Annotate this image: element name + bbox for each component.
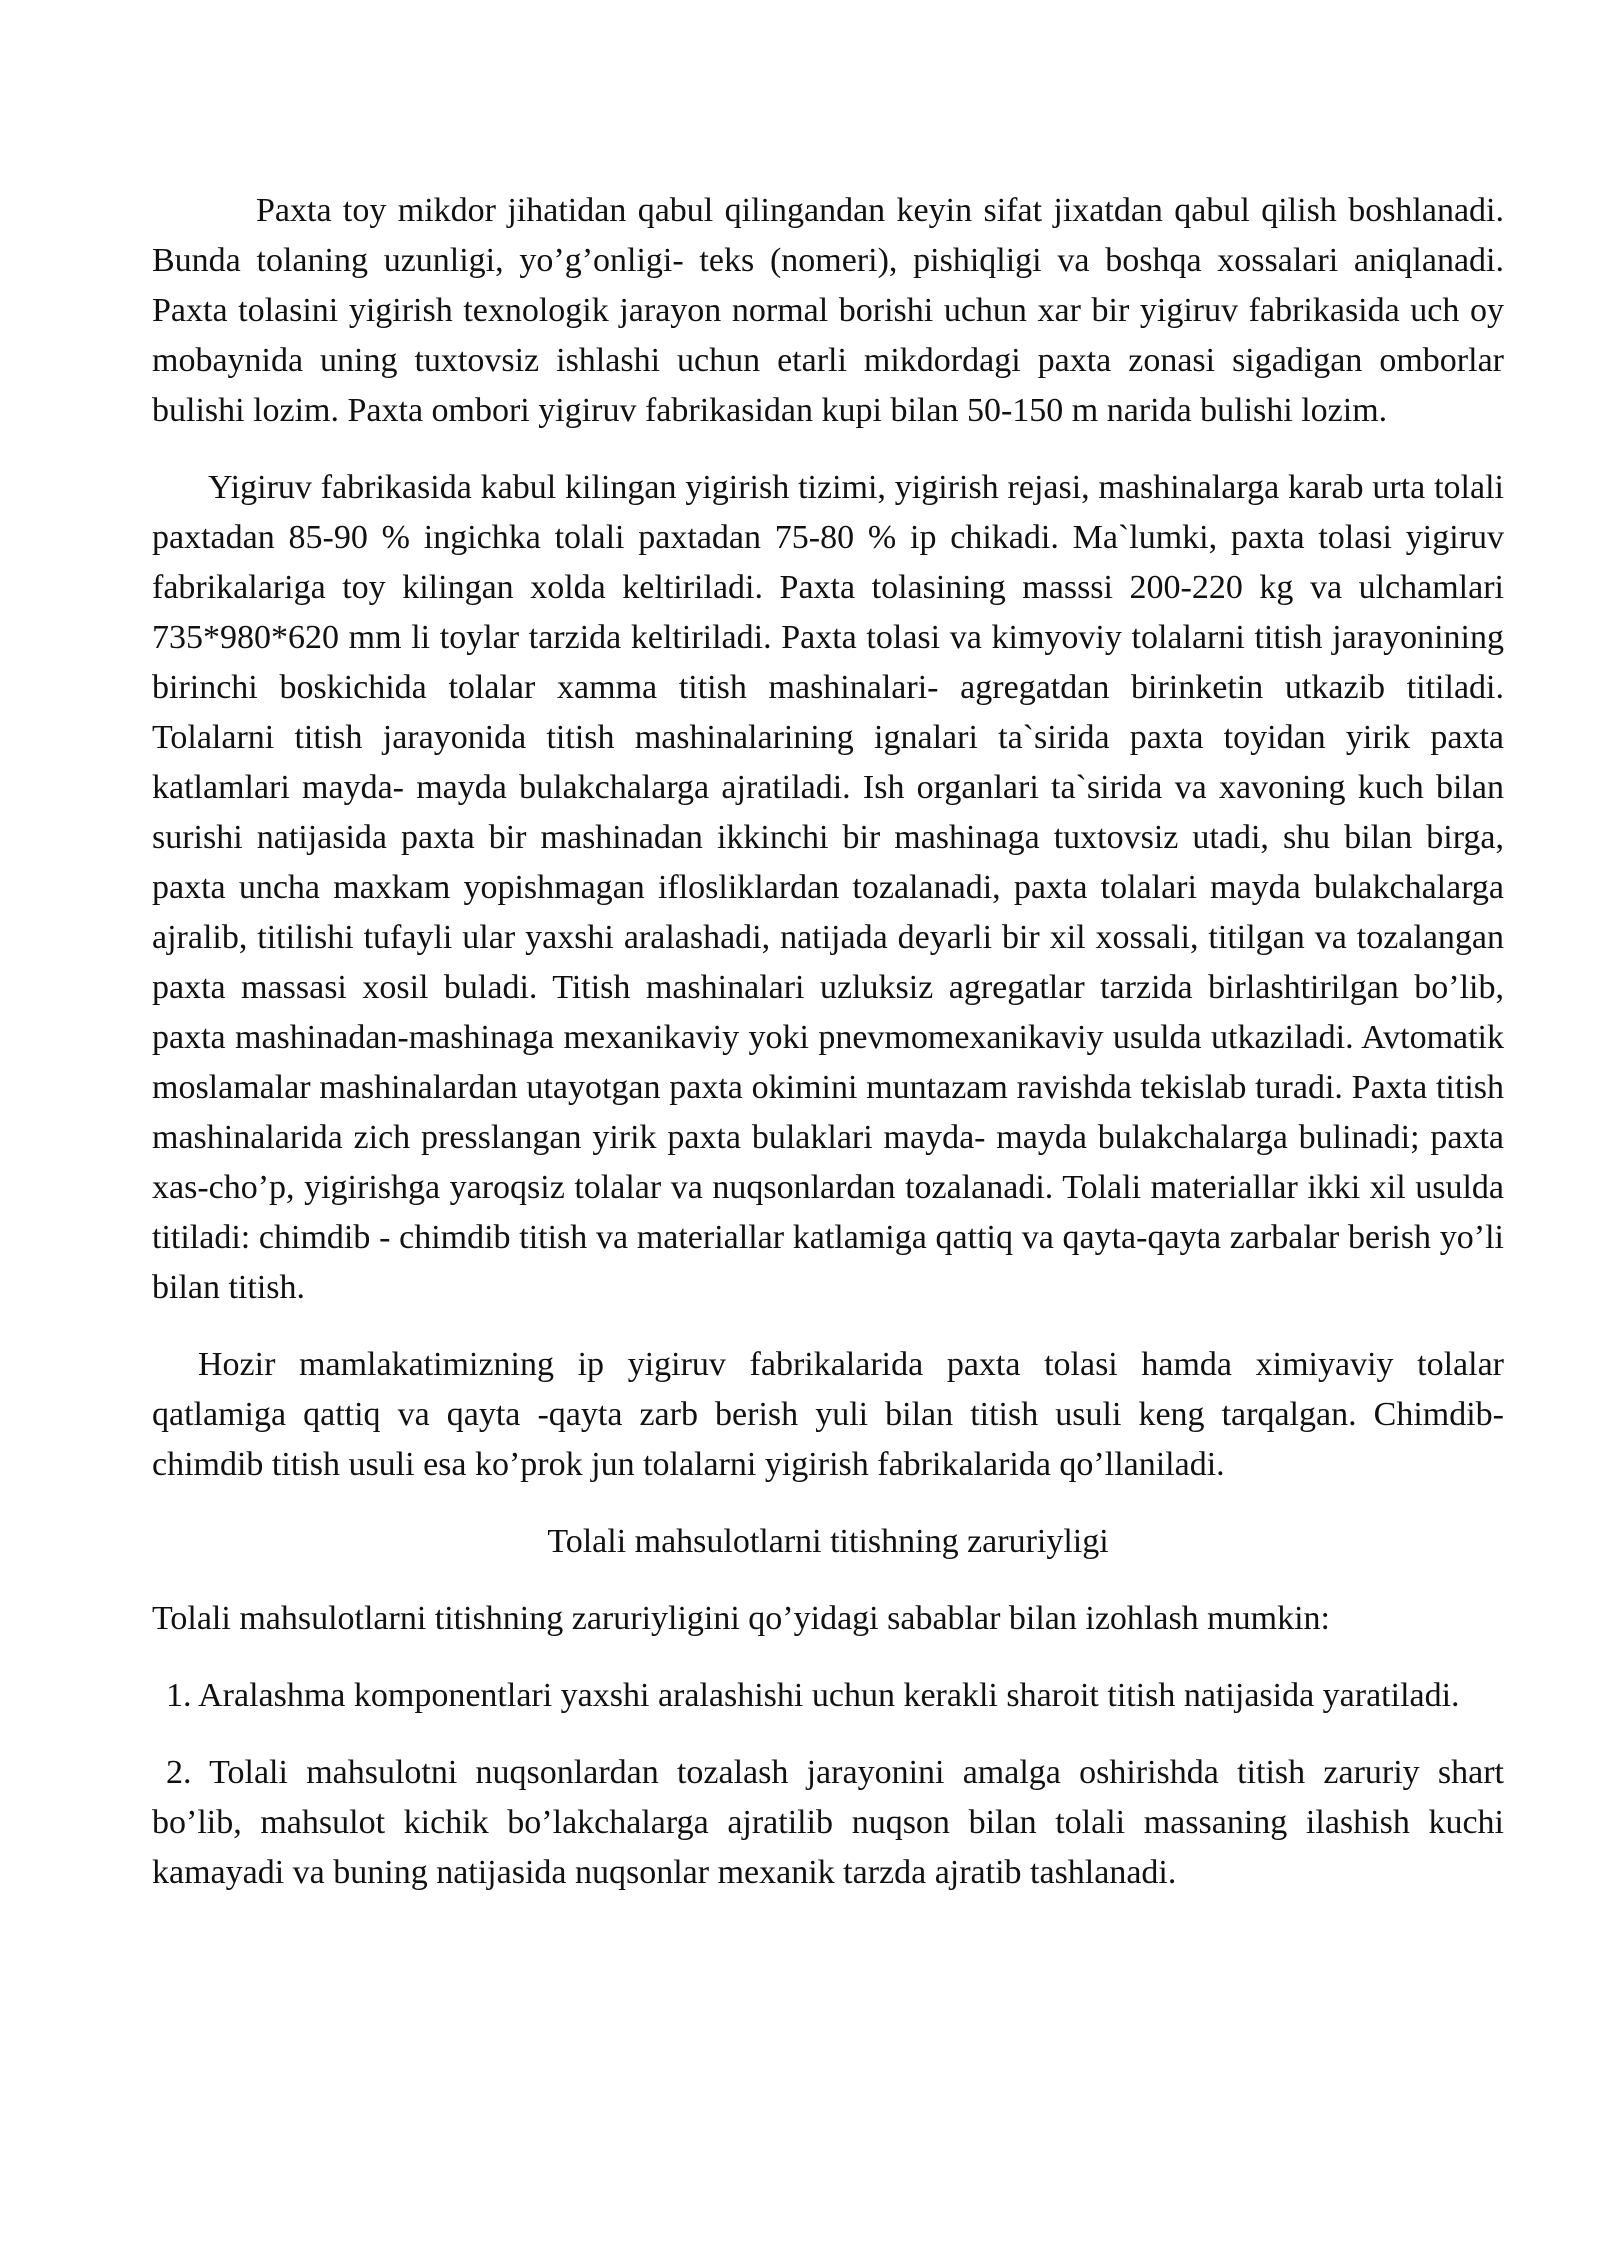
list-item-1: 1. Aralashma komponentlari yaxshi aralashishi uchun kerakli sharoit titish natijasida yaratiladi. (166, 1677, 1460, 1714)
document-page (152, 186, 1504, 1898)
list-item-2: 2. Tolali mahsulotni nuqsonlardan tozalash jarayonini amalga oshirishda titish zaruriy shart bo’lib, mahsulot kichik bo’lakchalarga ajratilib nuqson bilan tolali massaning ilashish kuchi kamayadi va buning natijasida nuqsonlar mexanik tarzda ajratib tashlanadi. (152, 1754, 1504, 1891)
paragraph-cotton-acceptance: Paxta toy mikdor jihatidan qabul qilingandan keyin sifat jixatdan qabul qilish boshlanadi. Bunda tolaning uzunligi, yo’g’onligi- teks (nomeri), pishiqligi va boshqa xossalari aniqlanadi. Paxta tolasini yigirish texnologik jarayon normal borishi uchun xar bir yigiruv fabrikasida uch oy mobaynida uning tuxtovsiz ishlashi uchun etarli mikdordagi paxta zonasi sigadigan omborlar bulishi lozim. Paxta ombori yigiruv fabrikasidan kupi bilan 50-150 m narida bulishi lozim. (152, 192, 1504, 429)
paragraph-opening-process: Yigiruv fabrikasida kabul kilingan yigirish tizimi, yigirish rejasi, mashinalarga karab urta tolali paxtadan 85-90 % ingichka tolali paxtadan 75-80 % ip chikadi. Ma`lumki, paxta tolasi yigiruv fabrikalariga toy kilingan xolda keltiriladi. Paxta tolasining masssi 200-220 kg va ulchamlari 735*980*620 mm li toylar tarzida keltiriladi. Paxta tolasi va kimyoviy tolalarni titish jarayonining birinchi boskichida tolalar xamma titish mashinalari- agregatdan birinketin utkazib titiladi. Tolalarni titish jarayonida titish mashinalarining ignalari ta`sirida paxta toyidan yirik paxta katlamlari mayda- mayda bulakchalarga ajratiladi. Ish organlari ta`sirida va xavoning kuch bilan surishi natijasida paxta bir mashinadan ikkinchi bir mashinaga tuxtovsiz utadi, shu bilan birga, paxta uncha maxkam yopishmagan iflosliklardan tozalanadi, paxta tolalari mayda bulakchalarga ajralib, titilishi tufayli ular yaxshi aralashadi, natijada deyarli bir xil xossali, titilgan va tozalangan paxta massasi xosil buladi. Titish mashinalari uzluksiz agregatlar tarzida birlashtirilgan bo’lib, paxta mashinadan-mashinaga mexanikaviy yoki pnevmomexanikaviy usulda utkaziladi. Avtomatik moslamalar mashinalardan utayotgan paxta okimini muntazam ravishda tekislab turadi. Paxta titish mashinalarida zich presslangan yirik paxta bulaklari mayda- mayda bulakchalarga bulinadi; paxta xas-cho’p, yigirishga yaroqsiz tolalar va nuqsonlardan tozalanadi. Tolali materiallar ikki xil usulda titiladi: chimdib - chimdib titish va materiallar katlamiga qattiq va qayta-qayta zarbalar berish yo’li bilan titish. (152, 469, 1504, 1306)
paragraph-current-methods: Hozir mamlakatimizning ip yigiruv fabrikalarida paxta tolasi hamda ximiyaviy tolalar qatlamiga qattiq va qayta -qayta zarb berish yuli bilan titish usuli keng tarqalgan. Chimdib-chimdib titish usuli esa ko’prok jun tolalarni yigirish fabrikalarida qo’llaniladi. (152, 1346, 1504, 1483)
section-heading: Tolali mahsulotlarni titishning zaruriyligi (547, 1523, 1109, 1560)
section-intro: Tolali mahsulotlarni titishning zaruriyligini qo’yidagi sabablar bilan izohlash mumkin: (152, 1600, 1330, 1637)
